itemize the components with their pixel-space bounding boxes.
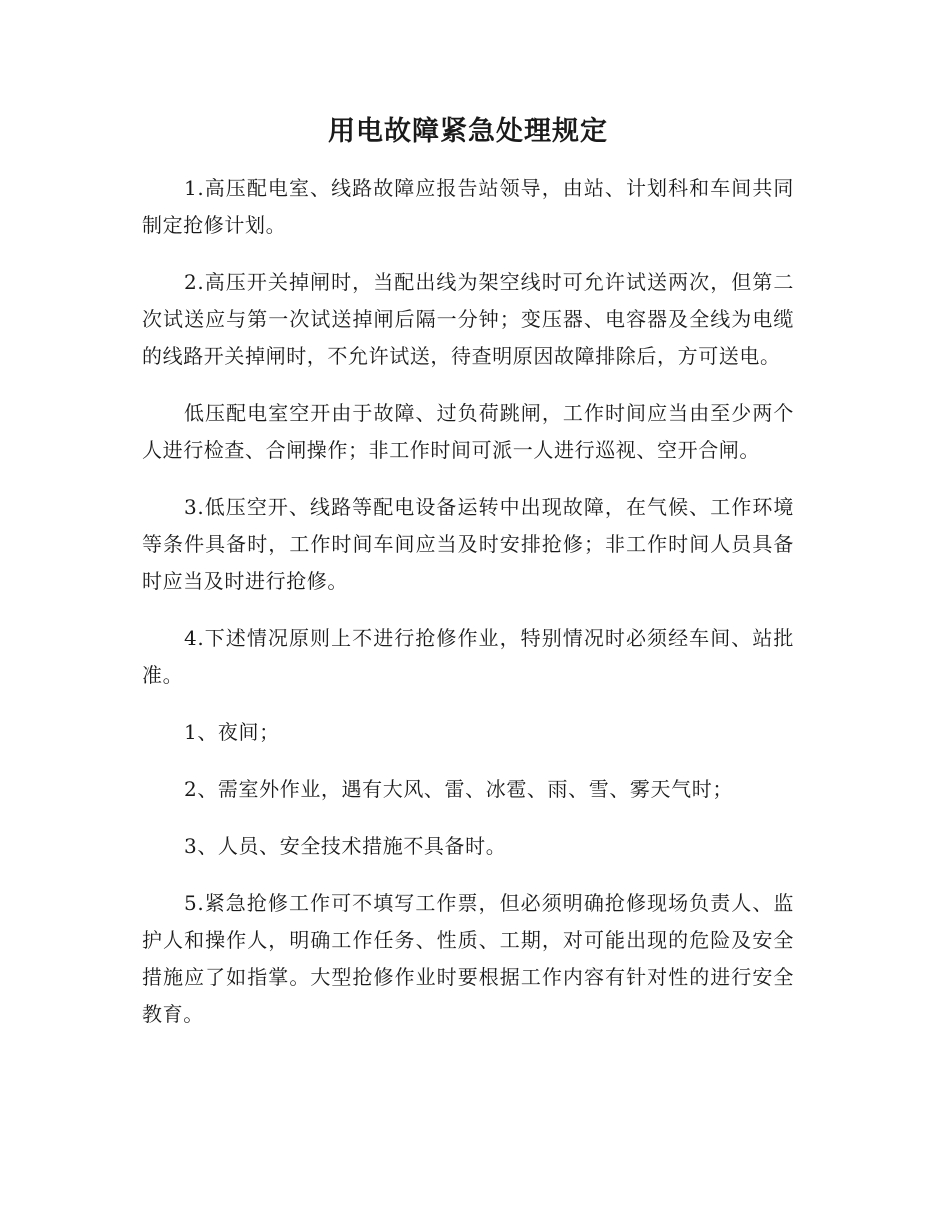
paragraph-high-voltage-fault-report: 1.高压配电室、线路故障应报告站领导，由站、计划科和车间共同制定抢修计划。 [142,176,794,237]
document-title: 用电故障紧急处理规定 [328,116,608,147]
paragraph-low-voltage-equipment-fault: 3.低压空开、线路等配电设备运转中出现故障，在气候、工作环境等条件具备时，工作时间车间应当及时安排抢修；非工作时间人员具备时应当及时进行抢修。 [142,495,794,593]
paragraph-low-voltage-breaker-trip: 低压配电室空开由于故障、过负荷跳闸，工作时间应当由至少两个人进行检查、合闸操作；非工作时间可派一人进行巡视、空开合闸。 [142,401,794,462]
list-item-bad-weather: 2、需室外作业，遇有大风、雷、冰雹、雨、雪、雾天气时； [184,777,733,801]
list-item-safety-measures: 3、人员、安全技术措施不具备时。 [184,834,507,858]
document-body [142,170,794,1033]
paragraph-high-voltage-switch-trip: 2.高压开关掉闸时，当配出线为架空线时可允许试送两次，但第二次试送应与第一次试送掉闸后隔一分钟；变压器、电容器及全线为电缆的线路开关掉闸时，不允许试送，待查明原因故障排除后，方可送电。 [142,270,794,368]
paragraph-no-repair-conditions: 4.下述情况原则上不进行抢修作业，特别情况时必须经车间、站批准。 [142,626,794,687]
list-item-night: 1、夜间； [184,720,280,744]
paragraph-emergency-repair-work: 5.紧急抢修工作可不填写工作票，但必须明确抢修现场负责人、监护人和操作人，明确工作任务、性质、工期，对可能出现的危险及安全措施应了如指掌。大型抢修作业时要根据工作内容有针对性的进行安全教育。 [142,891,794,1026]
document-page [142,104,794,1053]
